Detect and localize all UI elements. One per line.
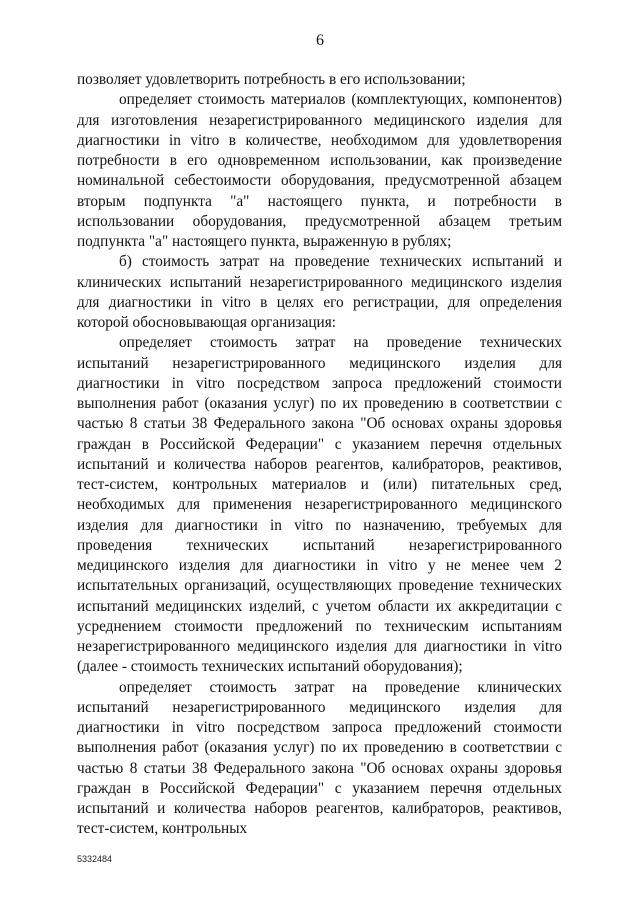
- paragraph-subitem-b: б) стоимость затрат на проведение технических испытаний и клинических испытаний незарегистрированного медицинского изделия для диагностики in vitro в целях его регистрации, для определения которой обосновывающая организация:: [77, 253, 562, 331]
- document-body: [77, 70, 562, 840]
- page-number: 6: [316, 32, 324, 49]
- paragraph-materials-cost: определяет стоимость материалов (комплектующих, компонентов) для изготовления незарегистрированного медицинского изделия для диагностики in vitro в количестве, необходимом для удовлетворения потребности в его одновременном использовании, как произведение номинальной себестоимости оборудования, предусмотренной абзацем вторым подпункта "а" настоящего пункта, и потребности в использовании оборудования, предусмотренной абзацем третьим подпункта "а" настоящего пункта, выраженную в рублях;: [77, 91, 562, 250]
- paragraph-clinical-tests: определяет стоимость затрат на проведение клинических испытаний незарегистрированного медицинского изделия для диагностики in vitro посредством запроса предложений стоимости выполнения работ (оказания услуг) по их проведению в соответствии с частью 8 статьи 38 Федерального закона "Об основах охраны здоровья граждан в Российской Федерации" с указанием перечня отдельных испытаний и количества наборов реагентов, калибраторов, реактивов, тест-систем, контрольных: [77, 678, 562, 838]
- paragraph-technical-tests: определяет стоимость затрат на проведение технических испытаний незарегистрированного медицинского изделия для диагностики in vitro посредством запроса предложений стоимости выполнения работ (оказания услуг) по их проведению в соответствии с частью 8 статьи 38 Федерального закона "Об основах охраны здоровья граждан в Российской Федерации" с указанием перечня отдельных испытаний и количества наборов реагентов, калибраторов, реактивов, тест-систем, контрольных материалов и (или) питательных сред, необходимых для применения незарегистрированного медицинского изделия для диагностики in vitro по назначению, требуемых для проведения технических испытаний незарегистрированного медицинского изделия для диагностики in vitro у не менее чем 2 испытательных организаций, осуществляющих проведение технических испытаний медицинских изделий, с учетом области их аккредитации с усреднением стоимости предложений по техническим испытаниям незарегистрированного медицинского изделия для диагностики in vitro (далее - стоимость технических испытаний оборудования);: [77, 334, 562, 676]
- footer-document-code: 5332484: [77, 854, 113, 864]
- paragraph-continuation: позволяет удовлетворить потребность в его использовании;: [77, 71, 466, 88]
